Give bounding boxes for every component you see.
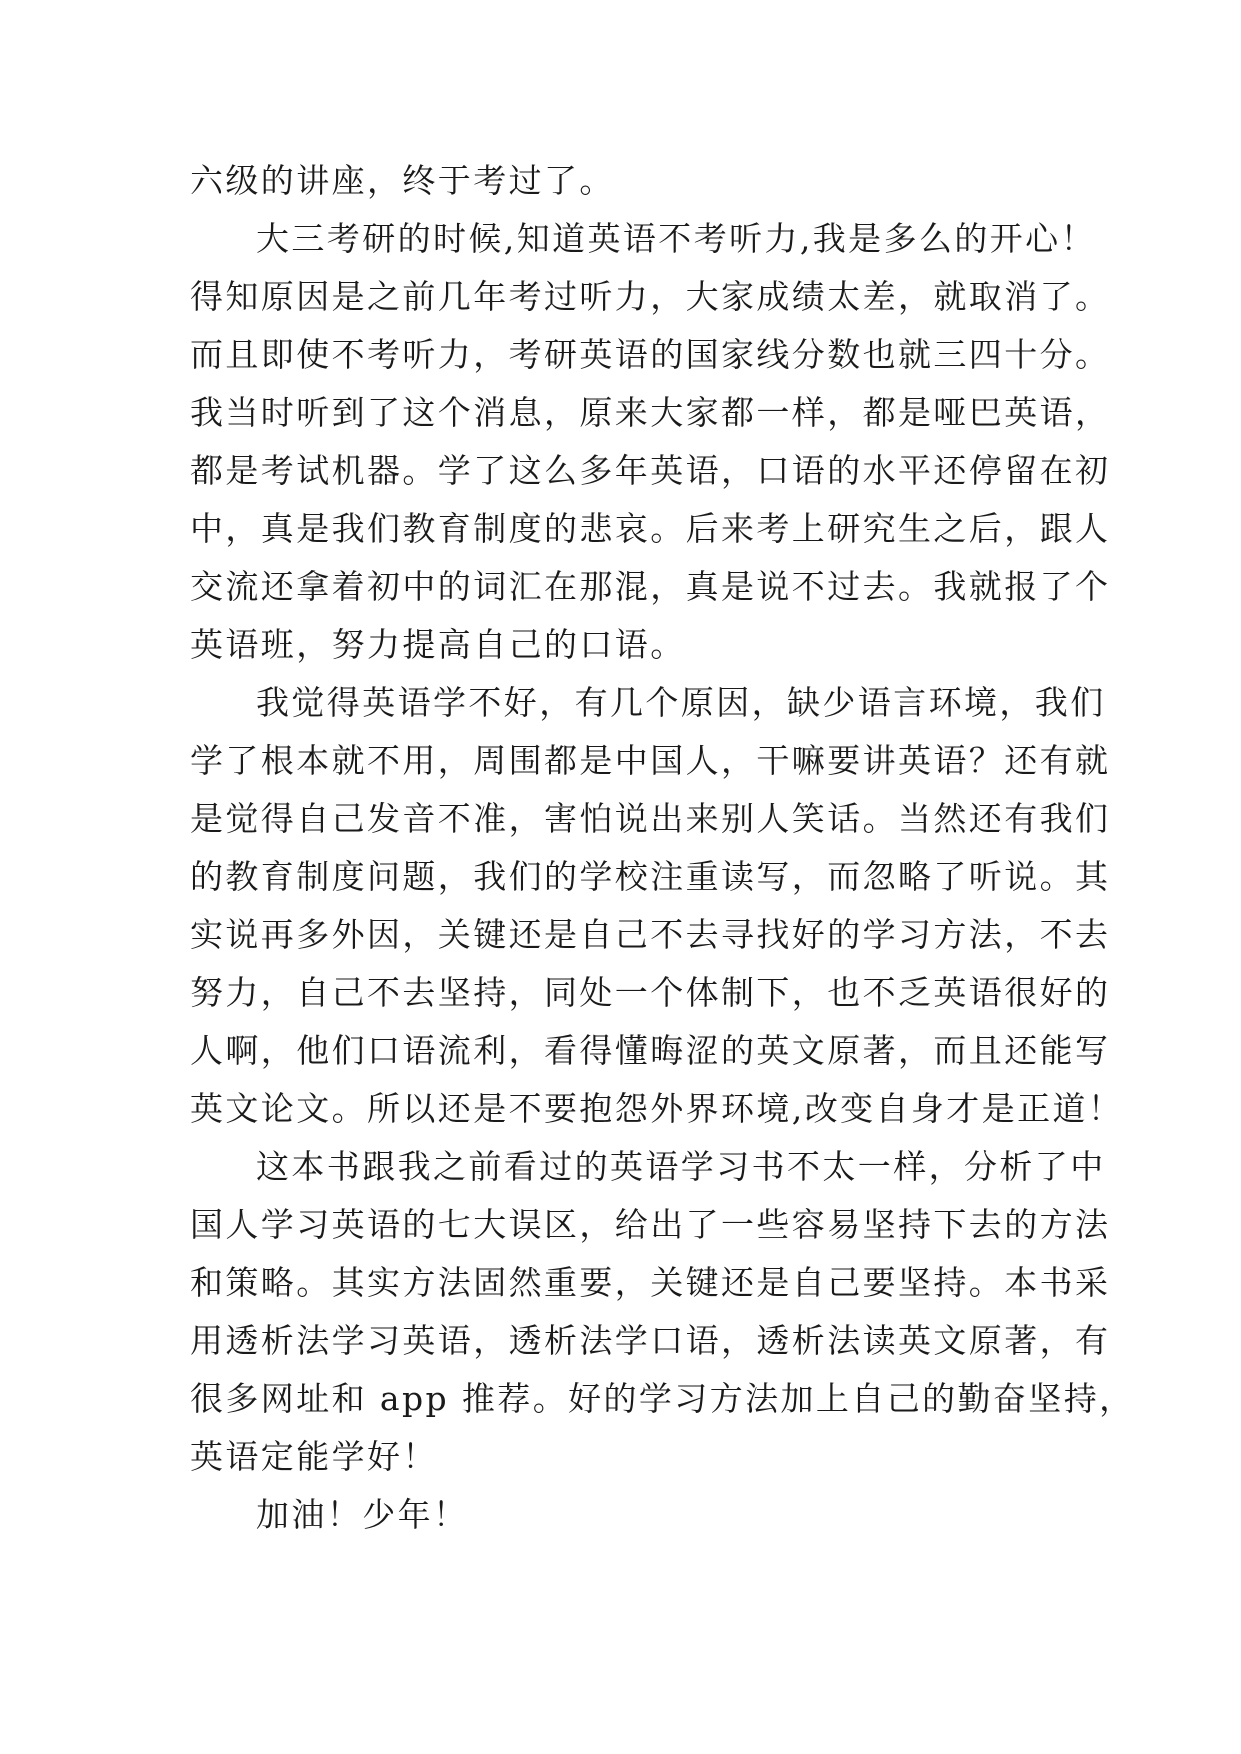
text-line: 是觉得自己发音不准，害怕说出来别人笑话。当然还有我们 bbox=[190, 799, 1111, 838]
text-line: 英语定能学好！ bbox=[190, 1437, 438, 1476]
text-line: 英文论文。所以还是不要抱怨外界环境,改变自身才是正道！ bbox=[190, 1089, 1124, 1128]
text-line: 学了根本就不用，周围都是中国人，干嘛要讲英语？还有就 bbox=[190, 741, 1111, 780]
text-line: 努力，自己不去坚持，同处一个体制下，也不乏英语很好的 bbox=[190, 973, 1111, 1012]
text-line: 英语班，努力提高自己的口语。 bbox=[190, 625, 686, 664]
text-line: 而且即使不考听力，考研英语的国家线分数也就三四十分。 bbox=[190, 335, 1111, 374]
text-line: 交流还拿着初中的词汇在那混，真是说不过去。我就报了个 bbox=[190, 567, 1111, 606]
body-text bbox=[190, 152, 1135, 1544]
text-line: 这本书跟我之前看过的英语学习书不太一样，分析了中 bbox=[256, 1147, 1106, 1186]
text-line: 六级的讲座，终于考过了。 bbox=[190, 161, 615, 200]
text-line: 实说再多外因，关键还是自己不去寻找好的学习方法，不去 bbox=[190, 915, 1111, 954]
text-line: 我当时听到了这个消息，原来大家都一样，都是哑巴英语， bbox=[190, 393, 1111, 432]
text-line: 都是考试机器。学了这么多年英语，口语的水平还停留在初 bbox=[190, 451, 1111, 490]
text-line: 很多网址和 app 推荐。好的学习方法加上自己的勤奋坚持， bbox=[190, 1379, 1135, 1418]
text-line: 人啊，他们口语流利，看得懂晦涩的英文原著，而且还能写 bbox=[190, 1031, 1111, 1070]
text-line: 国人学习英语的七大误区，给出了一些容易坚持下去的方法 bbox=[190, 1205, 1111, 1244]
text-line: 中，真是我们教育制度的悲哀。后来考上研究生之后，跟人 bbox=[190, 509, 1111, 548]
text-line: 我觉得英语学不好，有几个原因，缺少语言环境，我们 bbox=[256, 683, 1106, 722]
text-line: 得知原因是之前几年考过听力，大家成绩太差，就取消了。 bbox=[190, 277, 1111, 316]
text-line: 的教育制度问题，我们的学校注重读写，而忽略了听说。其 bbox=[190, 857, 1111, 896]
text-line: 用透析法学习英语，透析法学口语，透析法读英文原著，有 bbox=[190, 1321, 1111, 1360]
text-line: 加油！少年！ bbox=[256, 1495, 469, 1534]
text-line: 大三考研的时候,知道英语不考听力,我是多么的开心！ bbox=[256, 219, 1096, 258]
text-line: 和策略。其实方法固然重要，关键还是自己要坚持。本书采 bbox=[190, 1263, 1111, 1302]
